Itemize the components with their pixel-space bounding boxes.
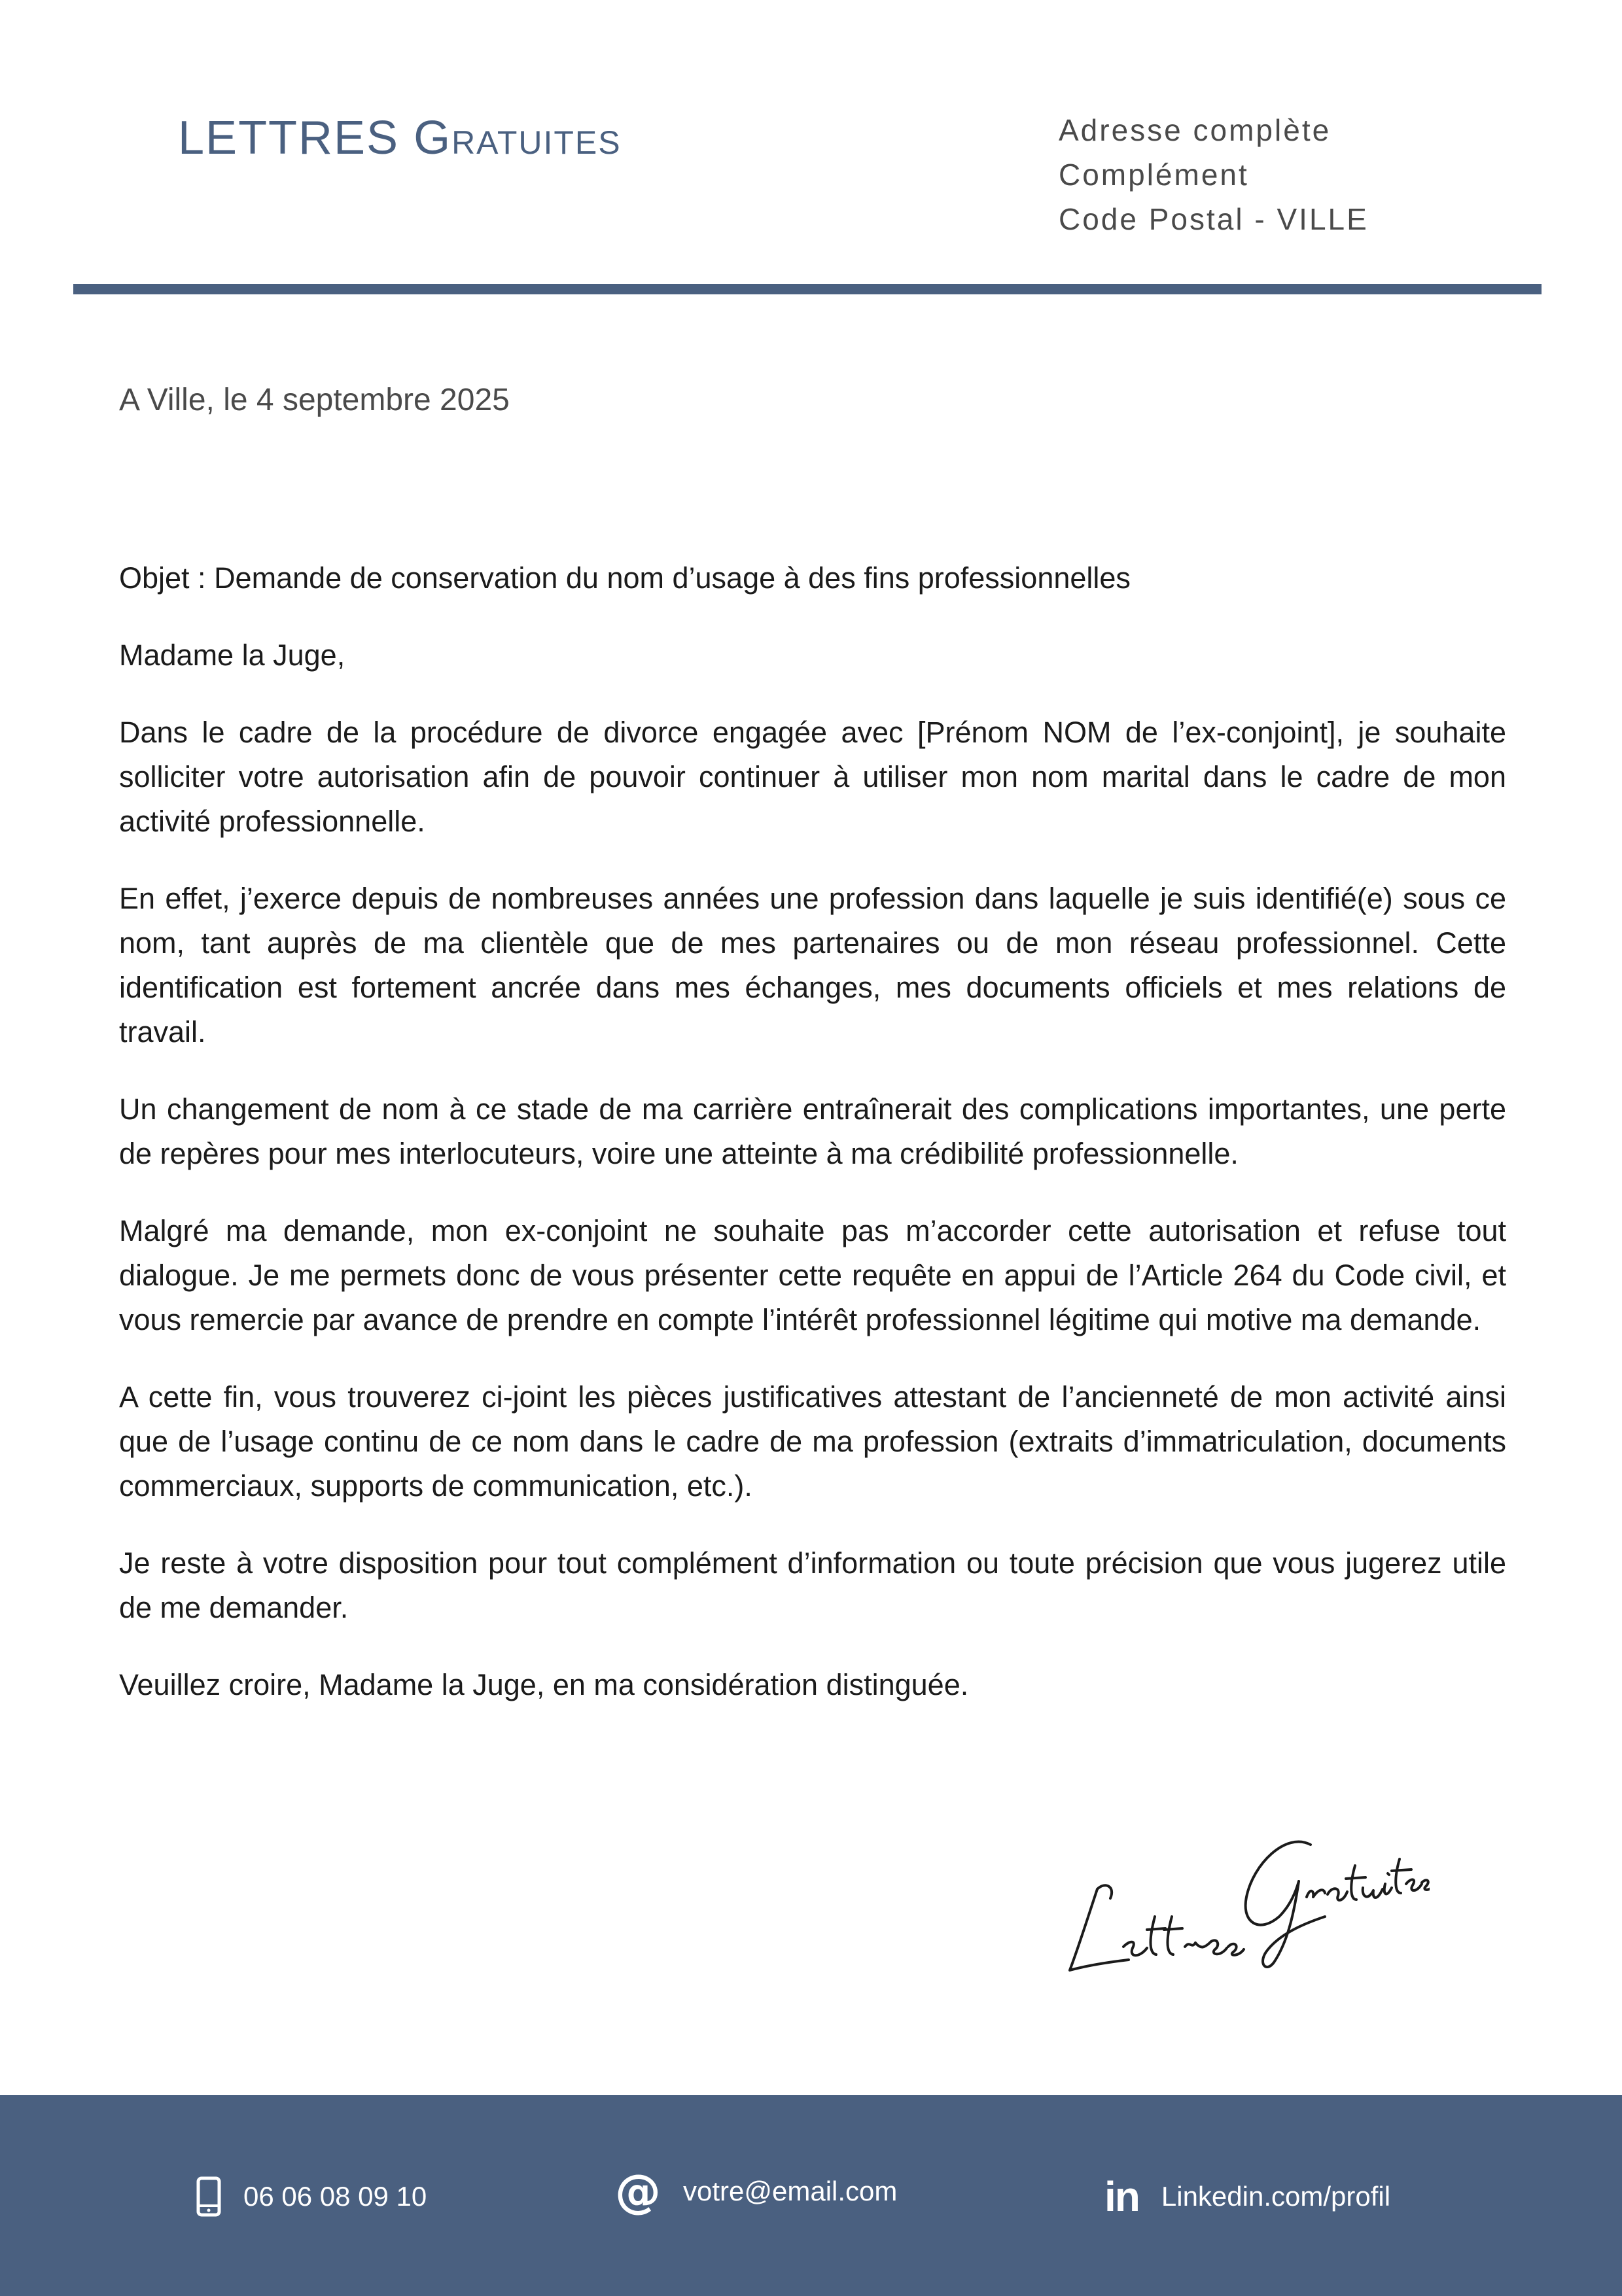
handwritten-signature (1050, 1818, 1430, 1989)
contact-linkedin[interactable] (1104, 2174, 1390, 2219)
letter-closing: Veuillez croire, Madame la Juge, en ma considération distinguée. (119, 1668, 969, 1701)
letter-paragraph-5: A cette fin, vous trouverez ci-joint les pièces justificatives attestant de l’ancienneté de mon activité ainsi que de l’usage continu de ce nom dans le cadre de ma profession (extraits d’immatriculation, documents commerciaux, supports de communication, etc.). (119, 1380, 1506, 1503)
contact-footer (0, 2095, 1622, 2296)
contact-email[interactable] (615, 2165, 898, 2218)
linkedin-icon: in (1104, 2173, 1139, 2220)
letter-body (119, 556, 1506, 1740)
at-sign-icon: @ (615, 2165, 661, 2218)
address-line-2: Complément (1059, 158, 1249, 192)
mobile-phone-icon (196, 2176, 221, 2217)
contact-phone[interactable] (196, 2174, 427, 2219)
letter-paragraph-4: Malgré ma demande, mon ex-conjoint ne souhaite pas m’accorder cette autorisation et refuse tout dialogue. Je me permets donc de vous présenter cette requête en appui de l’Article 264 du Code civil, et vous remercie par avance de prendre en compte l’intérêt professionnel légitime qui motive ma demande. (119, 1214, 1506, 1336)
address-line-3: Code Postal - VILLE (1059, 202, 1369, 236)
letter-paragraph-3: Un changement de nom à ce stade de ma carrière entraînerait des complications importantes, une perte de repères pour mes interlocuteurs, voire une atteinte à ma crédibilité professionnelle. (119, 1092, 1506, 1170)
brand-name: LETTRES Gratuites (178, 112, 622, 164)
letter-paragraph-2: En effet, j’exerce depuis de nombreuses années une profession dans laquelle je suis identifié(e) sous ce nom, tant auprès de ma clientèle que de mes partenaires ou de mon réseau professionnel. Cette identification est fortement ancrée dans mes échanges, mes documents officiels et mes relations de travail. (119, 882, 1506, 1049)
letter-paragraph-6: Je reste à votre disposition pour tout complément d’information ou toute précision que vous jugerez utile de me demander. (119, 1546, 1506, 1624)
letter-salutation: Madame la Juge, (119, 638, 345, 672)
address-line-1: Adresse complète (1059, 113, 1331, 147)
header-divider (73, 284, 1542, 294)
sender-address (1059, 108, 1369, 241)
letter-paragraph-1: Dans le cadre de la procédure de divorce engagée avec [Prénom NOM de l’ex-conjoint], je souhaite solliciter votre autorisation afin de pouvoir continuer à utiliser mon nom marital dans le cadre de mon activité professionnelle. (119, 716, 1506, 838)
letter-date: A Ville, le 4 septembre 2025 (119, 383, 510, 417)
phone-number: 06 06 08 09 10 (243, 2181, 427, 2212)
letter-subject: Objet : Demande de conservation du nom d’usage à des fins professionnelles (119, 561, 1131, 595)
linkedin-profile: Linkedin.com/profil (1161, 2181, 1391, 2212)
email-address: votre@email.com (683, 2176, 898, 2206)
